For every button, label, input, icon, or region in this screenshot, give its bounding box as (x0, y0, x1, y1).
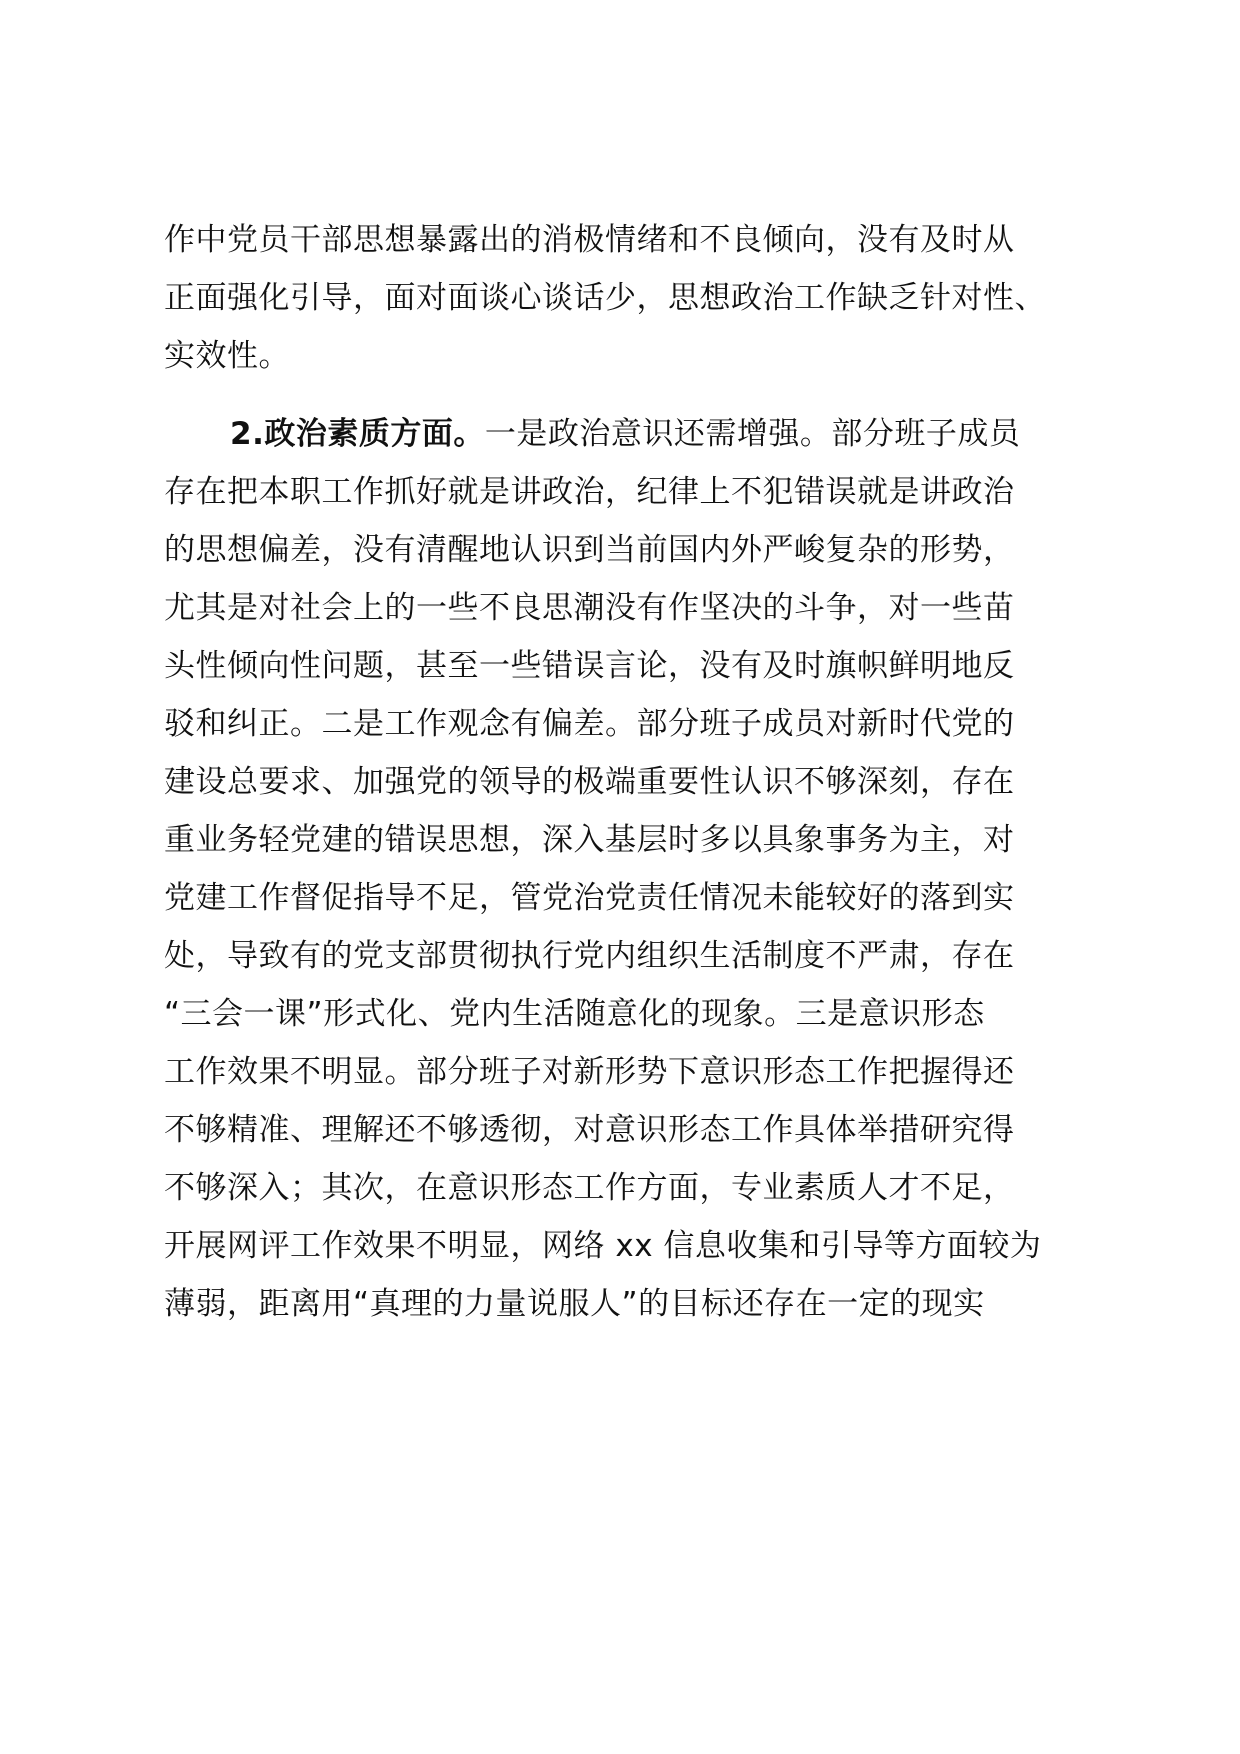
text-line: 重业务轻党建的错误思想，深入基层时多以具象事务为主，对 (164, 822, 1015, 858)
text-line: 工作效果不明显。部分班子对新形势下意识形态工作把握得还 (164, 1054, 1015, 1090)
text-line: “三会一课”形式化、党内生活随意化的现象。三是意识形态 (164, 996, 985, 1032)
text-line: 建设总要求、加强党的领导的极端重要性认识不够深刻，存在 (164, 764, 1015, 800)
text-line: 薄弱，距离用“真理的力量说服人”的目标还存在一定的现实 (164, 1286, 985, 1322)
text-line: 不够深入；其次，在意识形态工作方面，专业素质人才不足， (164, 1170, 1015, 1206)
text-span: 一是政治意识还需增强。部分班子成员 (484, 416, 1021, 452)
text-line: 尤其是对社会上的一些不良思潮没有作坚决的斗争，对一些苗 (164, 590, 1015, 626)
text-line: 处，导致有的党支部贯彻执行党内组织生活制度不严肃，存在 (164, 938, 1015, 974)
text-line: 的思想偏差，没有清醒地认识到当前国内外严峻复杂的形势， (164, 532, 1015, 568)
text-line: 作中党员干部思想暴露出的消极情绪和不良倾向，没有及时从 (164, 222, 1015, 258)
paragraph-first-line (230, 412, 1170, 456)
text-line: 党建工作督促指导不足，管党治党责任情况未能较好的落到实 (164, 880, 1015, 916)
section-heading: 2.政治素质方面。 (230, 416, 485, 452)
text-line: 不够精准、理解还不够透彻，对意识形态工作具体举措研究得 (164, 1112, 1015, 1148)
text-line: 实效性。 (164, 338, 290, 374)
text-line: 正面强化引导，面对面谈心谈话少，思想政治工作缺乏针对性、 (164, 280, 1046, 316)
text-line: 头性倾向性问题，甚至一些错误言论，没有及时旗帜鲜明地反 (164, 648, 1015, 684)
text-line: 存在把本职工作抓好就是讲政治，纪律上不犯错误就是讲政治 (164, 474, 1015, 510)
text-line: 驳和纠正。二是工作观念有偏差。部分班子成员对新时代党的 (164, 706, 1015, 742)
text-line: 开展网评工作效果不明显，网络 xx 信息收集和引导等方面较为 (164, 1228, 1042, 1264)
